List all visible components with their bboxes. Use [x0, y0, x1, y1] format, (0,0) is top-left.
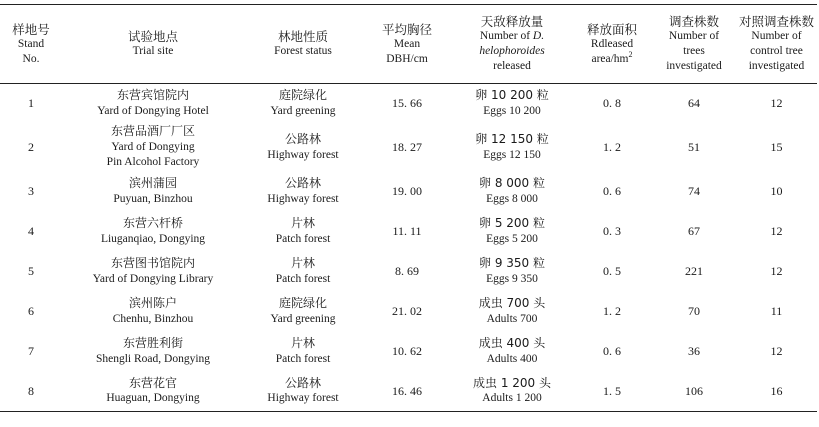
released-zh: 成虫 700 头: [478, 296, 546, 310]
cell-released: [452, 252, 572, 292]
header-en: trees: [683, 45, 705, 57]
site-en: Liuganqiao, Dongying: [100, 232, 206, 245]
site-zh: 东营品酒厂厂区: [110, 124, 195, 139]
header-zh: 天敌释放量: [480, 14, 544, 29]
cell-trees: 74: [688, 183, 700, 198]
status-en: Highway forest: [267, 392, 339, 405]
table-row: [0, 372, 817, 412]
released-zh: 卵 8 000 粒: [479, 176, 545, 190]
released-en: Eggs 5 200: [486, 232, 538, 245]
cell-trees: 67: [688, 223, 700, 238]
cell-released: [452, 212, 572, 252]
released-en: Adults 1 200: [482, 392, 542, 405]
cell-site: [62, 212, 244, 252]
cell-area: 0. 6: [603, 183, 621, 198]
cell-status: [244, 84, 362, 124]
released-zh: 卵 9 350 粒: [479, 256, 545, 270]
site-zh: 东营宾馆院内: [116, 88, 189, 103]
cell-released: [452, 124, 572, 172]
cell-dbh: 15. 66: [392, 96, 422, 110]
site-en: Pin Alcohol Factory: [106, 156, 200, 169]
table-row: [0, 332, 817, 372]
header-en: No.: [22, 52, 40, 65]
released-zh: 成虫 400 头: [478, 336, 546, 350]
site-zh: 东营图书馆院内: [110, 256, 195, 270]
header-en-superscript: 2: [628, 49, 633, 59]
released-zh: 卵 5 200 粒: [479, 216, 545, 230]
cell-area: 0. 3: [603, 223, 621, 238]
header-en: investigated: [748, 60, 805, 72]
status-zh: 庭院绿化: [278, 296, 327, 310]
header-zh: 林地性质: [277, 29, 328, 44]
status-en: Highway forest: [267, 148, 339, 161]
cell-released: [452, 372, 572, 412]
header-en: [452, 29, 572, 44]
cell-control: 11: [770, 303, 783, 318]
header-forest-status: [244, 5, 362, 84]
cell-site: [62, 172, 244, 212]
cell-status: [244, 292, 362, 332]
site-zh: 东营花官: [128, 375, 177, 390]
header-control-trees: [736, 5, 817, 84]
status-en: Yard greening: [270, 312, 336, 325]
site-zh: 滨州蒲园: [128, 176, 177, 190]
cell-site: [62, 332, 244, 372]
table-row: [0, 212, 817, 252]
status-en: Patch forest: [275, 352, 331, 365]
table-row: [0, 124, 817, 172]
status-zh: 片林: [290, 216, 315, 230]
cell-trees: 70: [688, 303, 700, 318]
cell-status: [244, 252, 362, 292]
site-en: Yard of Dongying Library: [92, 272, 214, 285]
header-zh: 平均胸径: [381, 21, 432, 37]
released-zh: 成虫 1 200 头: [473, 375, 551, 390]
cell-released: [452, 84, 572, 124]
header-stand-no: [0, 5, 62, 84]
cell-status: [244, 372, 362, 412]
header-zh: 试验地点: [127, 29, 178, 44]
cell-control: 10: [770, 183, 783, 198]
cell-area: 0. 8: [603, 96, 621, 110]
status-zh: 片林: [290, 336, 315, 350]
table-row: [0, 84, 817, 124]
cell-site: [62, 84, 244, 124]
cell-released: [452, 172, 572, 212]
cell-trees: 106: [685, 383, 703, 398]
status-zh: 公路林: [284, 375, 321, 390]
header-released-area: [572, 5, 652, 84]
cell-stand-no: 5: [28, 263, 34, 278]
cell-dbh: 8. 69: [395, 263, 419, 278]
status-zh: 公路林: [284, 132, 321, 146]
header-zh: 对照调查株数: [738, 14, 814, 29]
cell-stand-no: 8: [28, 383, 34, 398]
header-trees-investigated: [652, 5, 736, 84]
header-en: Mean: [393, 37, 421, 50]
cell-control: 16: [770, 383, 783, 398]
header-en: Stand: [17, 37, 45, 50]
cell-trees: 51: [688, 139, 700, 154]
released-en: Eggs 12 150: [483, 148, 541, 161]
header-en: Number of: [751, 30, 802, 42]
header-trial-site: [62, 5, 244, 84]
cell-status: [244, 172, 362, 212]
cell-site: [62, 124, 244, 172]
header-en: investigated: [666, 60, 722, 72]
release-sites-table: [0, 4, 817, 412]
cell-status: [244, 124, 362, 172]
cell-released: [452, 292, 572, 332]
cell-area: 1. 2: [603, 303, 621, 318]
header-en-unit: area/hm: [591, 52, 629, 65]
released-en: Adults 400: [486, 352, 538, 365]
cell-trees: 221: [685, 263, 703, 278]
header-zh: 调查株数: [668, 14, 719, 29]
released-en: Eggs 10 200: [483, 104, 541, 117]
site-en: Yard of Dongying: [111, 140, 195, 153]
header-en: released: [493, 60, 531, 72]
cell-trees: 36: [688, 343, 700, 358]
cell-stand-no: 1: [28, 96, 34, 110]
status-en: Patch forest: [275, 232, 331, 245]
cell-dbh: 10. 62: [392, 343, 422, 358]
cell-stand-no: 4: [28, 223, 34, 238]
site-zh: 东营六杆桥: [122, 216, 183, 230]
header-mean-dbh: [362, 5, 452, 84]
cell-status: [244, 212, 362, 252]
cell-dbh: 19. 00: [392, 183, 422, 198]
cell-control: 12: [770, 263, 783, 278]
cell-control: 12: [770, 343, 783, 358]
cell-area: 1. 2: [603, 139, 621, 154]
cell-stand-no: 7: [28, 343, 34, 358]
cell-dbh: 16. 46: [392, 383, 422, 398]
cell-released: [452, 332, 572, 372]
cell-site: [62, 292, 244, 332]
cell-site: [62, 252, 244, 292]
header-en: Rdleased: [590, 37, 634, 50]
cell-trees: 64: [688, 96, 700, 110]
site-zh: 东营胜利街: [122, 336, 183, 350]
released-en: Eggs 8 000: [486, 192, 538, 205]
site-zh: 滨州陈户: [128, 296, 177, 310]
header-en: [572, 49, 652, 67]
cell-dbh: 18. 27: [392, 139, 422, 154]
status-zh: 庭院绿化: [278, 88, 327, 103]
header-en-species-genus: D.: [532, 30, 545, 42]
table-row: [0, 172, 817, 212]
status-en: Yard greening: [270, 104, 336, 117]
site-en: Chenhu, Binzhou: [112, 312, 194, 325]
released-en: Adults 700: [486, 312, 538, 325]
cell-stand-no: 3: [28, 183, 34, 198]
status-zh: 片林: [290, 256, 315, 270]
cell-control: 12: [770, 223, 783, 238]
header-row: [0, 5, 817, 84]
status-en: Patch forest: [275, 272, 331, 285]
cell-area: 0. 6: [603, 343, 621, 358]
header-en: Forest status: [274, 45, 332, 57]
header-en: DBH/cm: [386, 52, 428, 65]
site-en: Shengli Road, Dongying: [95, 352, 211, 365]
cell-stand-no: 6: [28, 303, 34, 318]
status-en: Highway forest: [267, 192, 339, 205]
released-zh: 卵 10 200 粒: [475, 88, 549, 103]
cell-control: 15: [770, 139, 783, 154]
header-zh: 样地号: [12, 21, 50, 37]
cell-status: [244, 332, 362, 372]
site-en: Huaguan, Dongying: [106, 392, 200, 405]
cell-dbh: 11. 11: [392, 223, 422, 238]
header-en: Trial site: [132, 45, 174, 57]
header-en: control tree: [750, 45, 803, 57]
cell-dbh: 21. 02: [392, 303, 422, 318]
header-en-pre: Number of: [479, 30, 533, 42]
cell-site: [62, 372, 244, 412]
site-en: Yard of Dongying Hotel: [97, 104, 209, 117]
released-zh: 卵 12 150 粒: [475, 132, 549, 146]
cell-control: 12: [770, 96, 783, 110]
table-row: [0, 252, 817, 292]
table-row: [0, 292, 817, 332]
header-zh: 释放面积: [586, 21, 637, 37]
cell-area: 0. 5: [603, 263, 621, 278]
header-en-species: helophoroides: [479, 45, 545, 57]
released-en: Eggs 9 350: [486, 272, 538, 285]
header-number-released: [452, 5, 572, 84]
status-zh: 公路林: [284, 176, 321, 190]
site-en: Puyuan, Binzhou: [113, 192, 193, 205]
cell-stand-no: 2: [28, 139, 34, 154]
cell-area: 1. 5: [603, 383, 621, 398]
header-en: Number of: [668, 30, 720, 42]
